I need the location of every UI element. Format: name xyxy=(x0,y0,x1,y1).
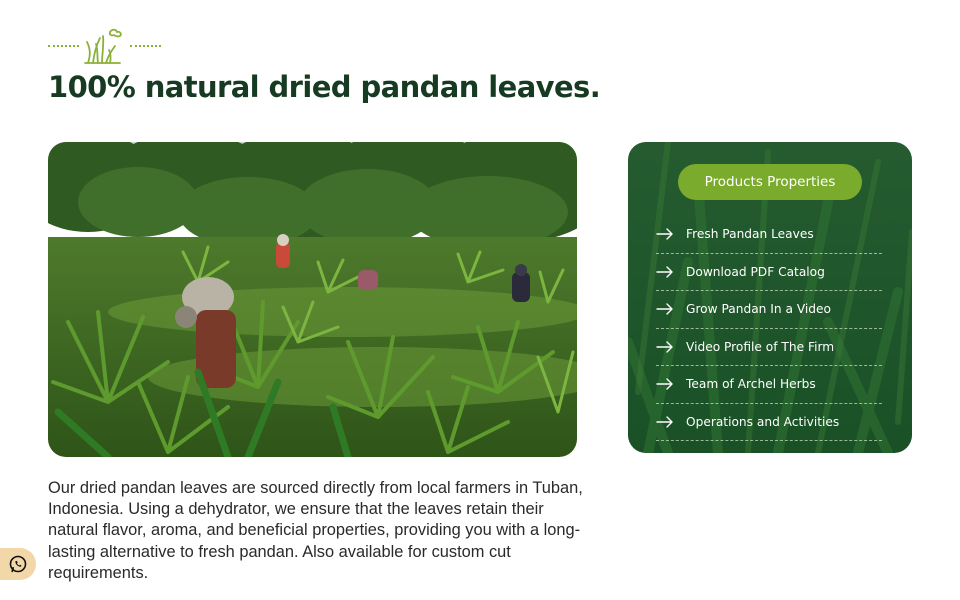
property-link-operations[interactable] xyxy=(656,404,882,442)
title-ornament xyxy=(48,26,162,66)
page-title: 100% natural dried pandan leaves. xyxy=(48,70,601,104)
ornament-dotted-line-right xyxy=(130,45,161,47)
property-link-video-profile[interactable] xyxy=(656,329,882,367)
arrow-right-icon xyxy=(656,228,674,240)
property-link-label: Grow Pandan In a Video xyxy=(686,302,831,317)
property-link-fresh-pandan-leaves[interactable] xyxy=(656,216,882,254)
products-properties-panel xyxy=(628,142,912,453)
pandan-field-farmers-photo xyxy=(48,142,577,457)
grass-leaf-icon xyxy=(84,26,124,66)
property-link-grow-pandan-video[interactable] xyxy=(656,291,882,329)
property-link-label: Video Profile of The Firm xyxy=(686,339,835,354)
whatsapp-chat-button[interactable] xyxy=(0,548,36,580)
arrow-right-icon xyxy=(656,416,674,428)
arrow-right-icon xyxy=(656,378,674,390)
pandan-field-photo xyxy=(48,142,577,457)
arrow-right-icon xyxy=(656,303,674,315)
whatsapp-icon xyxy=(8,554,28,574)
products-properties-badge: Products Properties xyxy=(678,164,862,200)
property-link-download-pdf-catalog[interactable] xyxy=(656,254,882,292)
property-link-label: Operations and Activities xyxy=(686,414,840,429)
property-link-label: Fresh Pandan Leaves xyxy=(686,227,814,242)
properties-list xyxy=(656,216,882,441)
property-link-team[interactable] xyxy=(656,366,882,404)
arrow-right-icon xyxy=(656,266,674,278)
arrow-right-icon xyxy=(656,341,674,353)
product-description: Our dried pandan leaves are sourced directly from local farmers in Tuban, Indonesia. Using a dehydrator, we ensure that the leaves retain their natural flavor, aroma, and beneficial properties, providing you with a long-lasting alternative to fresh pandan. Also available for custom cut requirements. xyxy=(48,479,583,582)
property-link-label: Download PDF Catalog xyxy=(686,264,825,279)
property-link-label: Team of Archel Herbs xyxy=(686,377,816,392)
ornament-dotted-line-left xyxy=(48,45,79,47)
